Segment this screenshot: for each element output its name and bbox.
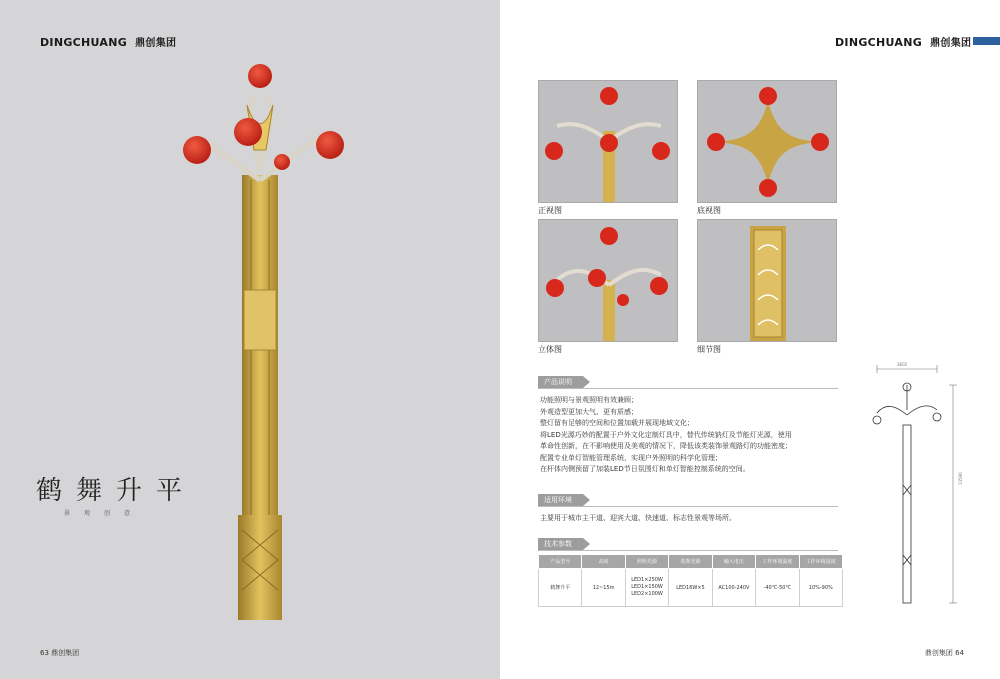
spec-lighting-item: LED1×250W	[631, 577, 663, 583]
pole-decor-panel	[244, 290, 276, 350]
brand-name-cn: 鼎创集团	[135, 38, 177, 49]
description-line: 在杆体内侧预留了加装LED节日氛围灯和单灯智能控制系统的空间。	[540, 465, 750, 473]
dimension-drawing	[855, 355, 975, 615]
usage-text: 主要用于城市主干道、迎宾大道、快速道、标志性景观等场所。	[540, 514, 736, 522]
front-view-label: 正视图	[538, 206, 562, 215]
spec-header-cell: 工作环境湿度	[799, 555, 842, 569]
product-description	[540, 395, 798, 476]
detail-view-image	[697, 219, 837, 342]
spec-header-cell: 照明光源	[625, 555, 668, 569]
table-row	[539, 569, 843, 607]
spec-height: 12~15m	[582, 569, 625, 607]
3d-view-image	[538, 219, 678, 342]
lamp-head-left	[183, 136, 211, 164]
description-line: 革命性创新，在不影响使用及美观的情况下，降低该类装饰景观路灯的功能密度；	[540, 442, 792, 450]
brand-name: DINGCHUANG	[835, 36, 923, 49]
spec-table-header	[539, 555, 843, 569]
page-number-left: 63 鼎创集团	[40, 649, 80, 657]
spec-header-cell: 工作环境温度	[756, 555, 799, 569]
spec-voltage: AC100-240V	[712, 569, 755, 607]
spec-header-cell: 装饰光源	[669, 555, 712, 569]
spec-temperature: -40℃-50℃	[756, 569, 799, 607]
front-view-image	[538, 80, 678, 203]
divider	[538, 550, 838, 551]
spec-table	[538, 554, 843, 607]
lamp-head-top	[248, 64, 272, 88]
brand-name: DINGCHUANG	[40, 36, 128, 49]
spec-section-tag: 技术参数	[538, 538, 583, 550]
spec-lighting-item: LED1×150W	[631, 584, 663, 590]
lamp-head-back	[274, 154, 290, 170]
divider	[538, 388, 838, 389]
lamp-head-right	[316, 131, 344, 159]
brand-accent-bar	[973, 37, 1000, 45]
page-number-right: 鼎创集团 64	[924, 649, 964, 657]
bottom-view-image	[697, 80, 837, 203]
spec-model: 鹤舞升平	[539, 569, 582, 607]
description-section-tag: 产品说明	[538, 376, 583, 388]
spec-lighting	[625, 569, 668, 607]
brand-name-cn: 鼎创集团	[930, 38, 972, 49]
spec-humidity: 10%-90%	[799, 569, 842, 607]
usage-section-tag: 适用环境	[538, 494, 583, 506]
spec-header-cell: 高度	[582, 555, 625, 569]
product-title: 鹤舞升平	[36, 476, 197, 506]
dimension-height: 13590	[958, 472, 963, 485]
brand-header-right	[835, 34, 971, 49]
product-subtitle: 景观创意	[64, 510, 145, 517]
description-line: 配置专业单灯智能管理系统，实现户外照明的科学化管理；	[540, 453, 722, 462]
right-page	[500, 0, 1000, 679]
spec-header-cell: 产品型号	[539, 555, 582, 569]
spec-decor: LED16W×5	[669, 569, 712, 607]
description-line: 外观造型更加大气、更有质感；	[540, 407, 638, 416]
divider	[538, 506, 838, 507]
bottom-view-label: 底视图	[697, 206, 721, 215]
detail-view-label: 细节图	[697, 345, 721, 354]
spec-header-cell: 输入电压	[712, 555, 755, 569]
pole-base	[238, 515, 282, 620]
3d-view-label: 立体图	[538, 345, 562, 354]
spec-lighting-item: LED2×100W	[631, 591, 663, 597]
description-line: 整灯留有足够的空间和位置加载并展现地域文化；	[540, 419, 694, 427]
description-line: 将LED光源巧妙的配置于户外文化定制灯具中，替代传统钠灯及节能灯光源，使用	[540, 430, 792, 439]
description-line: 功能照明与景观照明有效兼顾；	[540, 396, 638, 404]
lamp-head-center	[234, 118, 262, 146]
dimension-width: 3602	[897, 362, 908, 367]
